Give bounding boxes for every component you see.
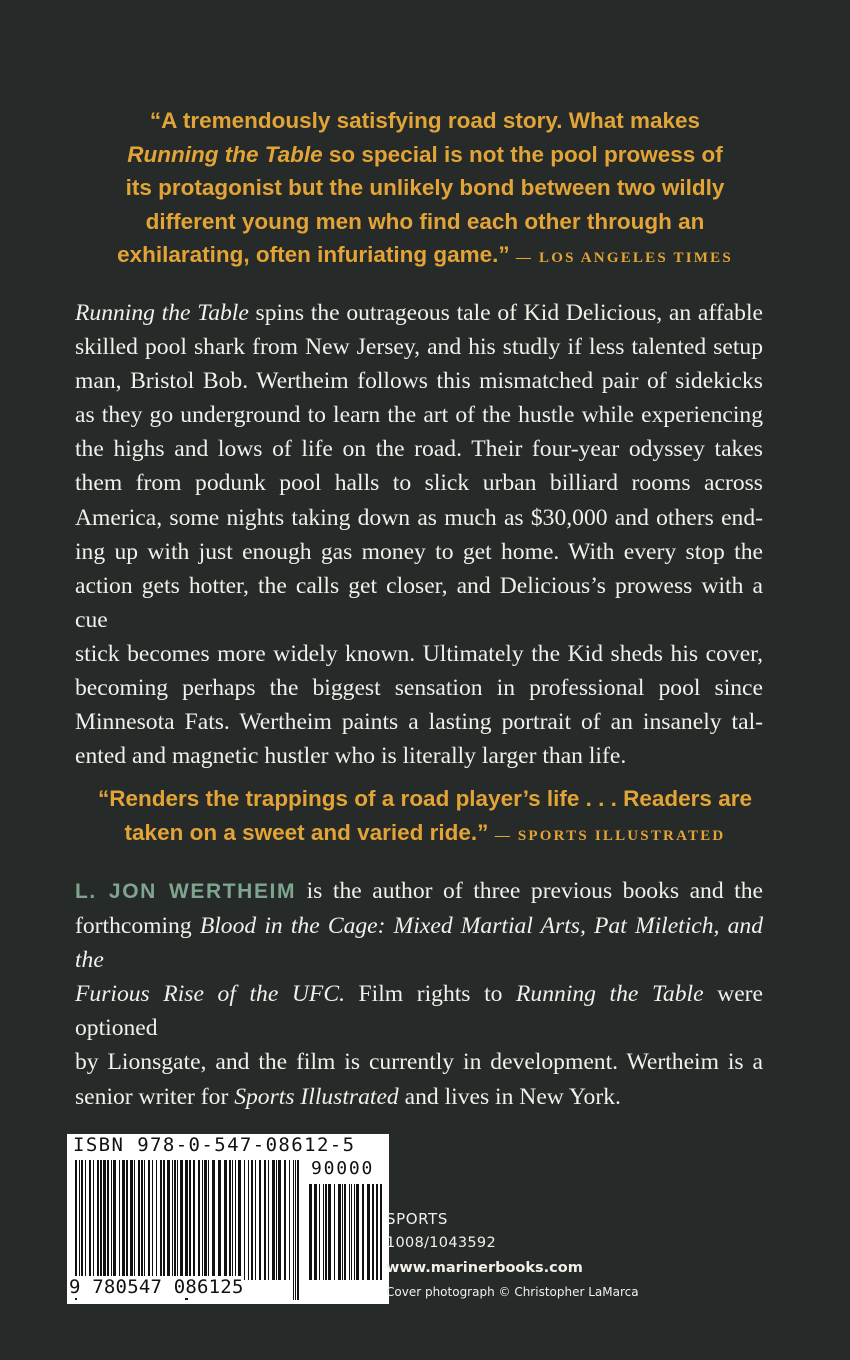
barcode-bar xyxy=(202,1160,203,1280)
photo-credit: Cover photograph © Christopher LaMarca xyxy=(386,1285,639,1299)
bio-line: Furious Rise of the UFC. Film rights to Running the Table were optioned xyxy=(75,981,763,1042)
barcode-bar xyxy=(81,1160,83,1280)
description-line: ing up with just enough gas money to get home. With every stop the xyxy=(75,538,763,565)
barcode-bar xyxy=(295,1160,296,1300)
barcode-bar xyxy=(293,1160,294,1300)
description-line: Minnesota Fats. Wertheim paints a lasting portrait of an insanely tal- xyxy=(75,709,763,736)
isbn-barcode xyxy=(67,1134,389,1304)
barcode-bar xyxy=(334,1184,335,1280)
barcode-bar xyxy=(314,1184,317,1280)
catalog-code: 1008/1043592 xyxy=(386,1235,496,1251)
quote-attribution: — LOS ANGELES TIMES xyxy=(515,250,733,266)
quote-line: exhilarating, often infuriating game.” — LOS ANGELES TIMES xyxy=(117,242,733,267)
description-line: the highs and lows of life on the road. Their four-year odyssey takes xyxy=(75,436,763,463)
barcode-bar xyxy=(367,1184,370,1280)
barcode-bar xyxy=(351,1184,352,1280)
barcode-bar xyxy=(380,1184,382,1280)
book-title: Running the Table xyxy=(516,981,704,1008)
barcode-bar xyxy=(342,1184,343,1280)
author-bio xyxy=(75,874,763,1114)
barcode-bar xyxy=(85,1160,86,1280)
barcode-bar xyxy=(122,1160,125,1280)
description-line: man, Bristol Bob. Wertheim follows this mismatched pair of sidekicks xyxy=(75,368,763,395)
barcode-bar xyxy=(144,1160,145,1280)
isbn-label: ISBN 978-0-547-08612-5 xyxy=(73,1134,356,1156)
description-line: skilled pool shark from New Jersey, and his studly if less talented setup xyxy=(75,334,763,361)
barcode-bar xyxy=(264,1160,266,1280)
barcode-bar xyxy=(259,1160,261,1280)
barcode-bar xyxy=(193,1160,195,1280)
barcode-bar xyxy=(229,1160,231,1280)
quote-line: “A tremendously satisfying road story. What makes xyxy=(149,108,701,133)
barcode-bar xyxy=(100,1160,102,1280)
quote-attribution: — SPORTS ILLUSTRATED xyxy=(494,827,726,844)
description-line: stick becomes more widely known. Ultimately the Kid sheds his cover, xyxy=(75,640,763,667)
barcode-bar xyxy=(138,1160,140,1280)
barcode-bar xyxy=(180,1160,183,1280)
barcode-bar xyxy=(232,1160,233,1280)
barcode-bar xyxy=(79,1160,80,1280)
barcode-bar xyxy=(134,1160,135,1280)
author-name: L. JON WERTHEIM xyxy=(75,880,297,903)
barcode-bar xyxy=(103,1160,106,1280)
publisher-website: www.marinerbooks.com xyxy=(386,1260,583,1276)
description-line: Running the Table spins the outrageous tale of Kid Delicious, an affable xyxy=(75,300,763,326)
barcode-bar xyxy=(148,1160,150,1280)
barcode-bar xyxy=(119,1160,120,1280)
barcode-digits: 9 780547 086125 xyxy=(69,1276,244,1298)
barcode-bar xyxy=(349,1184,350,1280)
barcode-bar xyxy=(278,1160,281,1280)
barcode-bar xyxy=(354,1184,355,1280)
book-title: Running the Table xyxy=(127,141,323,167)
bio-line: forthcoming Blood in the Cage: Mixed Martial Arts, Pat Miletich, and the xyxy=(75,913,764,974)
barcode-bar xyxy=(198,1160,200,1280)
book-title: Blood in the Cage: Mixed Martial Arts, Pat Miletich, and the xyxy=(75,913,764,974)
barcode-bar xyxy=(319,1184,320,1280)
bio-line: senior writer for Sports Illustrated and lives in New York. xyxy=(75,1083,621,1110)
barcode-bar xyxy=(289,1160,290,1280)
barcode-bar xyxy=(89,1160,91,1280)
description-line: them from podunk pool halls to slick urban billiard rooms across xyxy=(75,470,763,497)
barcode-bar xyxy=(255,1160,256,1280)
quote-line: different young men who find each other through an xyxy=(145,208,705,234)
barcode-bar xyxy=(204,1160,207,1280)
category-label: SPORTS xyxy=(386,1210,448,1228)
quote-line: taken on a sweet and varied ride.” — SPORTS ILLUSTRATED xyxy=(124,819,726,845)
barcode-bar xyxy=(93,1160,94,1280)
barcode-bar xyxy=(284,1160,286,1280)
description-line: as they go underground to learn the art of the hustle while experiencing xyxy=(75,402,763,429)
barcode-bar xyxy=(248,1160,249,1280)
barcode-bar xyxy=(189,1160,191,1280)
barcode-bar xyxy=(107,1160,109,1280)
book-title: Running the Table xyxy=(75,300,249,326)
barcode-bar xyxy=(344,1184,346,1280)
barcode-bar xyxy=(356,1184,359,1280)
review-quote-sports-illustrated xyxy=(60,782,790,853)
barcode-bar xyxy=(212,1160,215,1280)
barcode-bar xyxy=(218,1160,221,1280)
barcode-bar xyxy=(172,1160,173,1280)
barcode-bar xyxy=(325,1184,327,1280)
barcode-bar xyxy=(251,1160,253,1280)
barcode-bar xyxy=(130,1160,133,1280)
barcode-bar xyxy=(244,1160,245,1280)
barcode-bar xyxy=(160,1160,162,1280)
publisher-info xyxy=(386,1210,639,1299)
book-title: Furious Rise of the UFC. xyxy=(75,981,345,1008)
barcode-bar xyxy=(174,1160,176,1280)
description-line: becoming perhaps the biggest sensation in professional pool since xyxy=(75,675,763,702)
bio-line: by Lionsgate, and the film is currently in development. Wertheim is a xyxy=(75,1049,763,1076)
barcode-bar xyxy=(376,1184,378,1280)
book-description xyxy=(75,296,763,773)
barcode-bar xyxy=(362,1184,364,1280)
quote-line: its protagonist but the unlikely bond between two wildly xyxy=(125,175,725,200)
description-line: America, some nights taking down as much as $30,000 and others end- xyxy=(75,504,763,531)
description-line: ented and magnetic hustler who is literally larger than life. xyxy=(75,743,627,770)
bio-line: L. JON WERTHEIM is the author of three previous books and the xyxy=(75,878,763,904)
barcode-bar xyxy=(372,1184,374,1280)
price-code: 90000 xyxy=(311,1158,375,1179)
quote-line: Running the Table so special is not the pool prowess of xyxy=(127,141,723,167)
barcode-bar xyxy=(297,1160,299,1300)
magazine-title: Sports Illustrated xyxy=(234,1083,399,1110)
barcode-bar xyxy=(156,1160,157,1280)
barcode-bar xyxy=(208,1160,209,1280)
barcode-bar xyxy=(238,1160,241,1280)
barcode-bar xyxy=(113,1160,116,1280)
barcode-bar xyxy=(268,1160,269,1280)
barcode-bar xyxy=(167,1160,170,1280)
barcode-bar xyxy=(224,1160,227,1280)
barcode-bar xyxy=(323,1184,324,1280)
barcode-bar xyxy=(328,1184,331,1280)
barcode-bar xyxy=(177,1160,178,1280)
barcode-bar xyxy=(111,1160,112,1280)
barcode-bar xyxy=(235,1160,236,1280)
barcode-bar xyxy=(276,1160,277,1280)
barcode-bar xyxy=(309,1184,312,1280)
barcode-bar xyxy=(272,1160,275,1280)
review-quote-la-times xyxy=(60,104,790,276)
barcode-addon-bars xyxy=(309,1184,383,1300)
barcode-bar xyxy=(163,1160,165,1280)
quote-line: “Renders the trappings of a road player’s life . . . Readers are xyxy=(98,786,752,811)
barcode-bar xyxy=(152,1160,153,1280)
barcode-bar xyxy=(338,1184,341,1280)
barcode-bar xyxy=(126,1160,128,1280)
barcode-bar xyxy=(97,1160,99,1280)
description-line: action gets hotter, the calls get closer, and Delicious’s prowess with a cue xyxy=(75,572,763,633)
barcode-bar xyxy=(141,1160,143,1280)
